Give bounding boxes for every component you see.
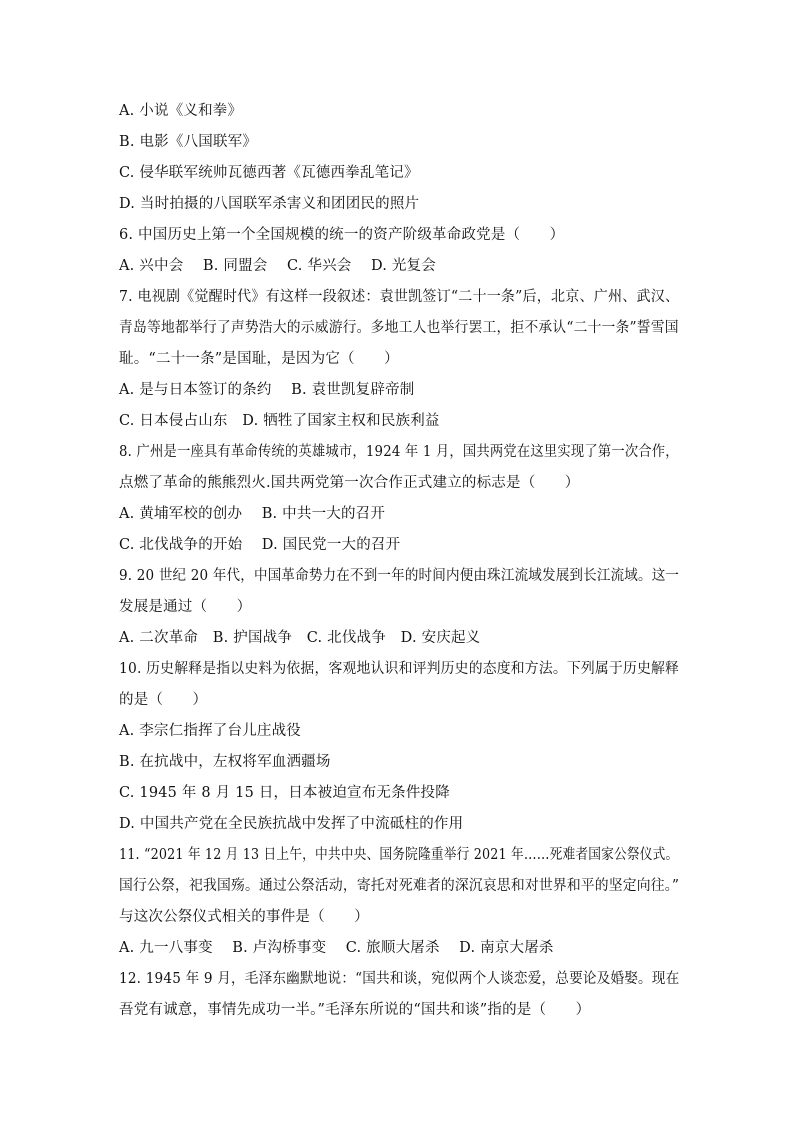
q9-options: A. 二次革命 B. 护国战争 C. 北伐战争 D. 安庆起义	[119, 630, 481, 646]
q7-stem-line-2: 青岛等地都举行了声势浩大的示威游行。多地工人也举行罢工，拒不承认“二十一条”誓雪国	[119, 320, 679, 336]
q6-options: A. 兴中会 B. 同盟会 C. 华兴会 D. 光复会	[119, 258, 437, 274]
q5-option-c: C. 侵华联军统帅瓦德西著《瓦德西拳乱笔记》	[119, 165, 419, 181]
q12-stem-line-2: 吾党有诚意，事情先成功一半。”毛泽东所说的“国共和谈”指的是（ ）	[119, 1002, 591, 1018]
q10-option-d: D. 中国共产党在全民族抗战中发挥了中流砥柱的作用	[119, 816, 464, 832]
q10-option-a: A. 李宗仁指挥了台儿庄战役	[119, 723, 301, 739]
q7-options-cd: C. 日本侵占山东 D. 牺牲了国家主权和民族利益	[119, 413, 440, 429]
q11-stem-line-3: 与这次公祭仪式相关的事件是（ ）	[119, 909, 369, 925]
q10-option-c: C. 1945 年 8 月 15 日，日本被迫宣布无条件投降	[119, 785, 450, 801]
q12-stem-line-1: 12. 1945 年 9 月，毛泽东幽默地说：“国共和谈，宛似两个人谈恋爱，总要论及婚娶。现在	[119, 971, 680, 987]
q7-options-ab: A. 是与日本签订的条约 B. 袁世凯复辟帝制	[119, 382, 415, 398]
q5-option-d: D. 当时拍摄的八国联军杀害义和团团民的照片	[119, 196, 420, 212]
q8-options-ab: A. 黄埔军校的创办 B. 中共一大的召开	[119, 506, 386, 522]
q8-stem-line-2: 点燃了革命的熊熊烈火.国共两党第一次合作正式建立的标志是（ ）	[119, 475, 580, 491]
q9-stem-line-1: 9. 20 世纪 20 年代，中国革命势力在不到一年的时间内便由珠江流域发展到长江流域。这一	[119, 568, 680, 584]
q8-options-cd: C. 北伐战争的开始 D. 国民党一大的召开	[119, 537, 401, 553]
q11-stem-line-1: 11. “2021 年 12 月 13 日上午，中共中央、国务院隆重举行 2021 年……死难者国家公祭仪式。	[119, 847, 679, 863]
q9-stem-line-2: 发展是通过（ ）	[119, 599, 252, 615]
q8-stem-line-1: 8. 广州是一座具有革命传统的英雄城市，1924 年 1 月，国共两党在这里实现了第一次合作，	[119, 444, 679, 460]
q7-stem-line-3: 耻。“二十一条”是国耻，是因为它（ ）	[119, 351, 399, 367]
q11-options: A. 九一八事变 B. 卢沟桥事变 C. 旅顺大屠杀 D. 南京大屠杀	[119, 940, 554, 956]
q10-stem-line-1: 10. 历史解释是指以史料为依据，客观地认识和评判历史的态度和方法。下列属于历史解释	[119, 661, 680, 677]
q10-stem-line-2: 的是（ ）	[119, 692, 208, 708]
q10-option-b: B. 在抗战中，左权将军血洒疆场	[119, 754, 331, 770]
q11-stem-line-2: 国行公祭，祀我国殇。通过公祭活动，寄托对死难者的深沉哀思和对世界和平的坚定向往。”	[119, 878, 680, 894]
q6-stem: 6. 中国历史上第一个全国规模的统一的资产阶级革命政党是（ ）	[119, 227, 565, 243]
question-content	[119, 96, 679, 1026]
q5-option-a: A. 小说《义和拳》	[119, 103, 243, 119]
q7-stem-line-1: 7. 电视剧《觉醒时代》有这样一段叙述：袁世凯签订“二十一条”后，北京、广州、武汉、	[119, 289, 680, 305]
q5-option-b: B. 电影《八国联军》	[119, 134, 258, 150]
